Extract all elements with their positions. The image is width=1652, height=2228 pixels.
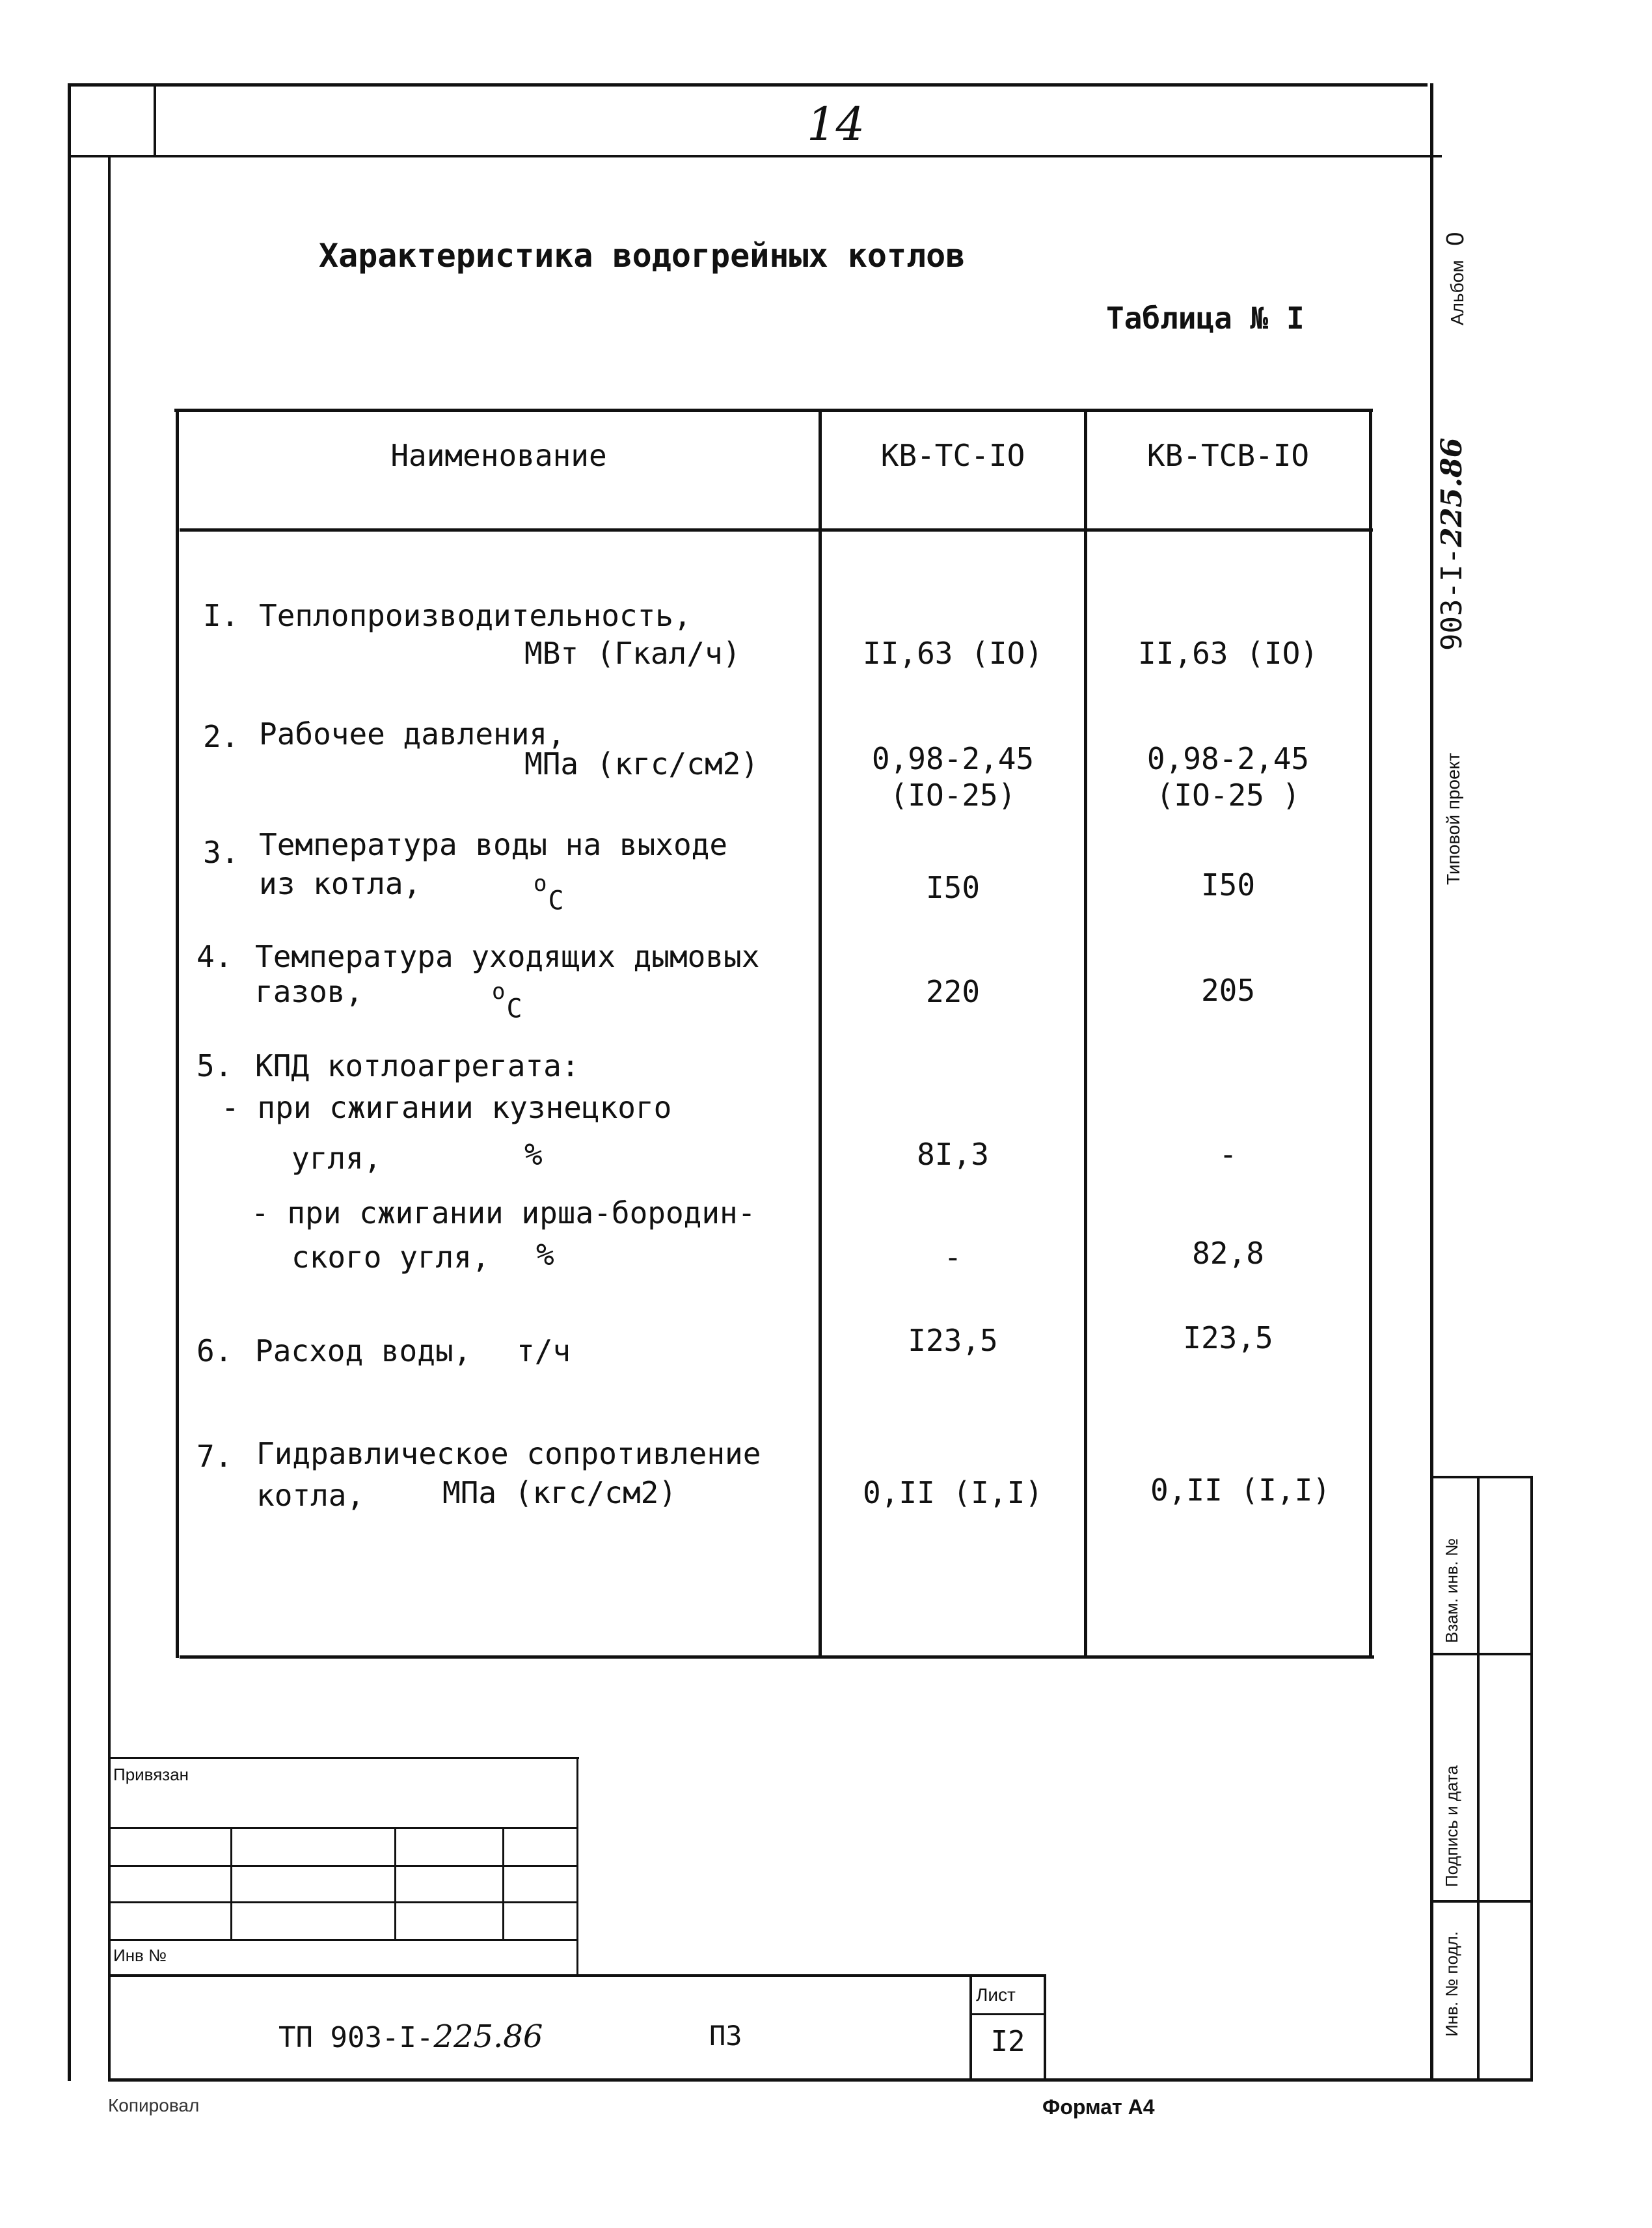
row-number: 4.	[196, 939, 233, 974]
sub1-line2: угля,	[291, 1141, 382, 1176]
inv-no-label: Инв №	[113, 1946, 167, 1965]
table-right-line	[1369, 410, 1372, 1658]
table-top-line	[174, 409, 1373, 412]
row-number: 7.	[196, 1439, 233, 1474]
frame-left-outer	[68, 83, 71, 2081]
row-unit: МПа (кгс/см2)	[442, 1475, 677, 1510]
unit-degree: o	[492, 979, 506, 1005]
header-name: Наименование	[390, 438, 607, 473]
album-number: 0	[1442, 232, 1469, 246]
value-kv-ts: 0,98-2,45	[871, 741, 1035, 776]
stamp-h2	[109, 1865, 578, 1867]
document-code	[278, 2018, 543, 2055]
frame-bottom	[108, 2078, 1533, 2082]
value-kv-tsv: II,63 (IO)	[1138, 636, 1318, 671]
value-kv-tsv: 0,98-2,45	[1146, 741, 1310, 776]
row-unit: МПа (кгс/см2)	[524, 746, 759, 781]
value-kv-tsv: I50	[1200, 867, 1256, 903]
table-header-line	[180, 528, 1373, 532]
project-code-handwritten: 225.86	[1435, 437, 1469, 548]
frame-inner-left	[108, 155, 111, 2081]
frame-tab-divider	[154, 83, 156, 156]
document-type: ПЗ	[709, 2020, 742, 2052]
unit-celsius: C	[506, 994, 522, 1024]
project-label	[1443, 753, 1464, 885]
document-title: Характеристика водогрейных котлов	[319, 237, 966, 275]
value-kv-tsv: 0,II (I,I)	[1150, 1473, 1331, 1508]
header-kv-tsv: КВ-ТСВ-IO	[1146, 438, 1310, 473]
value-kv-tsv: 205	[1200, 973, 1256, 1008]
row-number: 6.	[196, 1333, 233, 1368]
sub2-value-kv-ts: -	[943, 1240, 962, 1275]
album-label	[1442, 232, 1470, 325]
sub1-value-kv-ts: 8I,3	[917, 1137, 989, 1172]
row-name: КПД котлоагрегата:	[255, 1048, 580, 1083]
side-stamp-row2	[1430, 1900, 1533, 1903]
project-code-typed: 903-I-	[1435, 547, 1469, 651]
sub2-value-kv-tsv: 82,8	[1192, 1236, 1264, 1271]
privyazan-label: Привязан	[113, 1765, 189, 1784]
side-stamp-top	[1430, 1476, 1533, 1478]
row-unit	[534, 865, 564, 919]
row-name-2: газов,	[255, 974, 364, 1009]
frame-top	[68, 83, 1428, 87]
sub1-line1: - при сжигании кузнецкого	[221, 1090, 672, 1125]
stamp-replaced-inv: Взам. инв. №	[1442, 1538, 1461, 1643]
value-kv-ts: 220	[925, 974, 981, 1009]
stamp-v1	[230, 1827, 232, 1940]
album-text: Альбом	[1447, 260, 1467, 325]
sub2-unit: %	[536, 1237, 554, 1272]
table-col2-line	[1084, 410, 1087, 1658]
frame-tab-bottom	[68, 155, 1442, 157]
value-kv-ts: II,63 (IO)	[863, 636, 1043, 671]
unit-degree: o	[534, 871, 547, 897]
copied-label: Копировал	[108, 2095, 200, 2115]
value-kv-ts: I23,5	[908, 1323, 998, 1358]
sheet-box-right	[1044, 1974, 1046, 2081]
row-name: Теплопроизводительность,	[259, 598, 692, 633]
row-name: Гидравлическое сопротивление	[256, 1436, 761, 1471]
unit-celsius: C	[548, 886, 564, 916]
stamp-main-top	[109, 1974, 1046, 1977]
table-caption: Таблица № I	[1106, 301, 1305, 336]
stamp-h3	[109, 1901, 578, 1903]
stamp-v2	[394, 1827, 396, 1940]
stamp-signature-date: Подпись и дата	[1442, 1765, 1461, 1887]
value-kv-tsv-2: (IO-25 )	[1156, 778, 1301, 813]
row-number: 2.	[203, 719, 239, 754]
row-number: 5.	[196, 1048, 233, 1083]
project-code	[1435, 438, 1469, 651]
format-label: Формат А4	[1042, 2095, 1155, 2119]
stamp-v3	[502, 1827, 504, 1940]
project-label-text: Типовой проект	[1443, 752, 1463, 885]
sheet-label: Лист	[976, 1985, 1016, 2005]
value-kv-tsv: I23,5	[1183, 1320, 1273, 1355]
row-name-2: котла,	[256, 1478, 365, 1513]
table-left-line	[176, 410, 179, 1658]
side-stamp-right	[1530, 1476, 1533, 2081]
side-stamp-row1	[1430, 1653, 1533, 1655]
page-number: 14	[807, 98, 865, 151]
row-name: Рабочее давления,	[259, 716, 565, 752]
sheet-box-mid	[969, 2013, 1046, 2015]
document-code-typed: ТП 903-I-	[278, 2021, 434, 2054]
sub1-unit: %	[524, 1137, 543, 1172]
table-col1-line	[819, 410, 822, 1658]
stamp-inv-original: Инв. № подл.	[1442, 1931, 1461, 2037]
document-code-handwritten: 225.86	[433, 2018, 543, 2055]
table-bottom-line	[180, 1655, 1374, 1659]
row-name: Температура воды на выходе	[259, 827, 728, 862]
stamp-box-top	[109, 1757, 579, 1759]
row-number: I.	[203, 598, 239, 633]
row-name-2: из котла,	[259, 866, 422, 901]
value-kv-ts: 0,II (I,I)	[863, 1475, 1043, 1510]
stamp-h4	[109, 1939, 578, 1941]
header-kv-ts: КВ-ТС-IO	[880, 438, 1025, 473]
row-name: Расход воды,	[255, 1333, 472, 1368]
value-kv-ts: I50	[925, 870, 981, 905]
stamp-h1	[109, 1827, 578, 1829]
row-unit	[492, 973, 522, 1027]
row-unit: т/ч	[517, 1333, 571, 1368]
frame-right	[1430, 83, 1433, 2081]
sheet-number: I2	[990, 2025, 1025, 2058]
side-stamp-divider	[1477, 1476, 1480, 2081]
row-number: 3.	[203, 835, 239, 870]
sub2-line2: ского угля,	[291, 1240, 490, 1275]
row-unit: МВт (Гкал/ч)	[524, 636, 741, 671]
sub1-value-kv-tsv: -	[1219, 1137, 1238, 1172]
sub2-line1: - при сжигании ирша-бородин-	[251, 1195, 756, 1230]
value-kv-ts-2: (IO-25)	[889, 778, 1016, 813]
row-name: Температура уходящих дымовых	[255, 939, 760, 974]
